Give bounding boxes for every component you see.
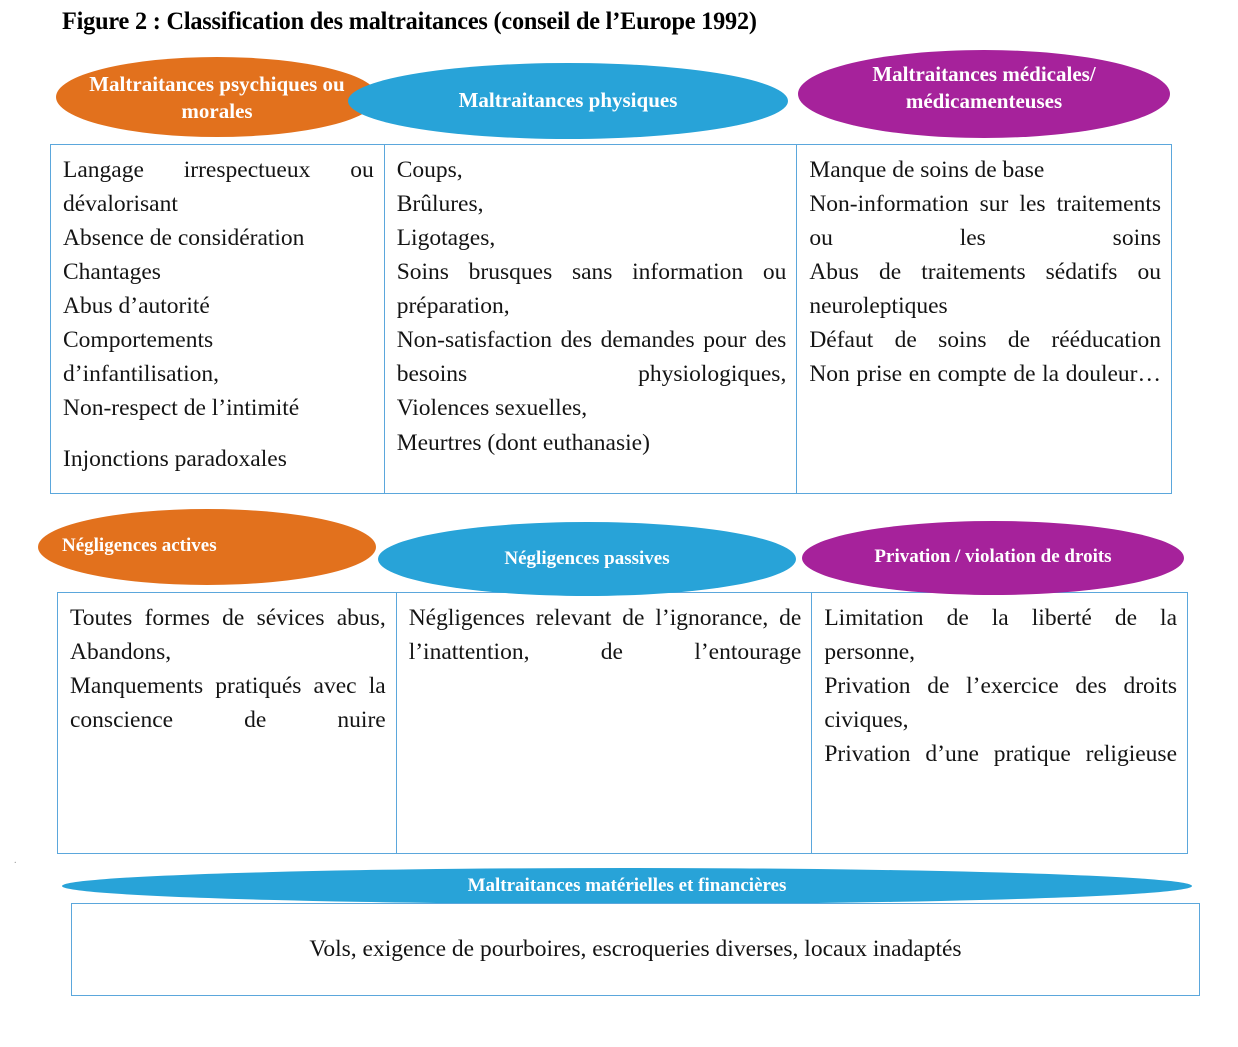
list-item: Abus d’autorité [63, 293, 210, 320]
list-item: Manque de soins de base [809, 157, 1045, 183]
table-cell-active-neglect [58, 593, 396, 853]
header-label: Maltraitances médicales/ médicamenteuses [872, 62, 1096, 114]
list-item: Négligences relevant de l’ignorance, de l’inattention, de l’entourage [408, 605, 802, 666]
list-item: Meurtres (dont euthanasie) [396, 429, 650, 456]
table-cell-medical [797, 145, 1171, 493]
header-label: Négligences passives [504, 548, 670, 569]
header-ellipse-medical [798, 50, 1170, 138]
header-label: Maltraitances matérielles et financières [467, 874, 787, 896]
list-item: Chantages [63, 259, 161, 286]
table-cell-material-financial: Vols, exigence de pourboires, escroqueries diverses, locaux inadaptés [309, 936, 962, 962]
list-item: Langage irrespectueux ou dévalorisant [63, 157, 374, 218]
list-item: Privation d’une pratique religieuse [824, 741, 1177, 768]
list-item: Abandons, [70, 639, 172, 666]
table-cell-physical [385, 145, 797, 493]
header-ellipse-rights-deprivation [802, 521, 1184, 595]
header-label: Privation / violation de droits [874, 546, 1112, 567]
blank-line [63, 426, 374, 442]
header-ellipse-active-neglect [38, 509, 376, 585]
list-item: Défaut de soins de rééducation [809, 327, 1161, 354]
list-item: Privation de l’exercice des droits civiques, [824, 673, 1177, 734]
list-item: Injonctions paradoxales [63, 445, 287, 472]
list-item: Comportements d’infantilisation, [63, 327, 219, 388]
classification-table-row3 [71, 903, 1200, 996]
list-item: Non-respect de l’intimité [63, 395, 300, 422]
list-item: Limitation de la liberté de la personne, [824, 605, 1177, 666]
header-ellipse-psychological [56, 57, 378, 137]
header-ellipse-physical [348, 63, 788, 139]
list-item: Non-satisfaction des demandes pour des besoins physiologiques, [396, 327, 787, 388]
header-ellipse-material-financial [62, 868, 1192, 904]
table-cell-rights-deprivation [812, 593, 1187, 853]
list-item: Ligotages, [396, 225, 496, 252]
figure-title: Figure 2 : Classification des maltraitances (conseil de l’Europe 1992) [62, 8, 757, 35]
header-ellipse-passive-neglect [378, 522, 796, 596]
list-item: Non prise en compte de la douleur… [809, 361, 1161, 388]
list-item: Manquements pratiqués avec la conscience de nuire [70, 673, 386, 734]
list-item: Soins brusques sans information ou préparation, [396, 259, 787, 320]
classification-table-row1 [50, 144, 1172, 494]
table-cell-psychological [51, 145, 384, 493]
header-label: Maltraitances psychiques ou morales [89, 72, 345, 124]
header-label: Maltraitances physiques [458, 88, 678, 112]
list-item: Toutes formes de sévices abus, [70, 605, 386, 631]
page-artifact-dot: . [14, 855, 17, 866]
classification-table-row2 [57, 592, 1188, 854]
table-cell-passive-neglect [397, 593, 812, 853]
list-item: Violences sexuelles, [396, 395, 588, 422]
list-item: Coups, [396, 157, 463, 183]
header-label: Négligences actives [62, 535, 217, 556]
list-item: Non-information sur les traitements ou les soins [809, 191, 1161, 252]
list-item: Absence de considération [63, 225, 305, 252]
list-item: Abus de traitements sédatifs ou neuroleptiques [809, 259, 1161, 320]
list-item: Brûlures, [396, 191, 484, 218]
